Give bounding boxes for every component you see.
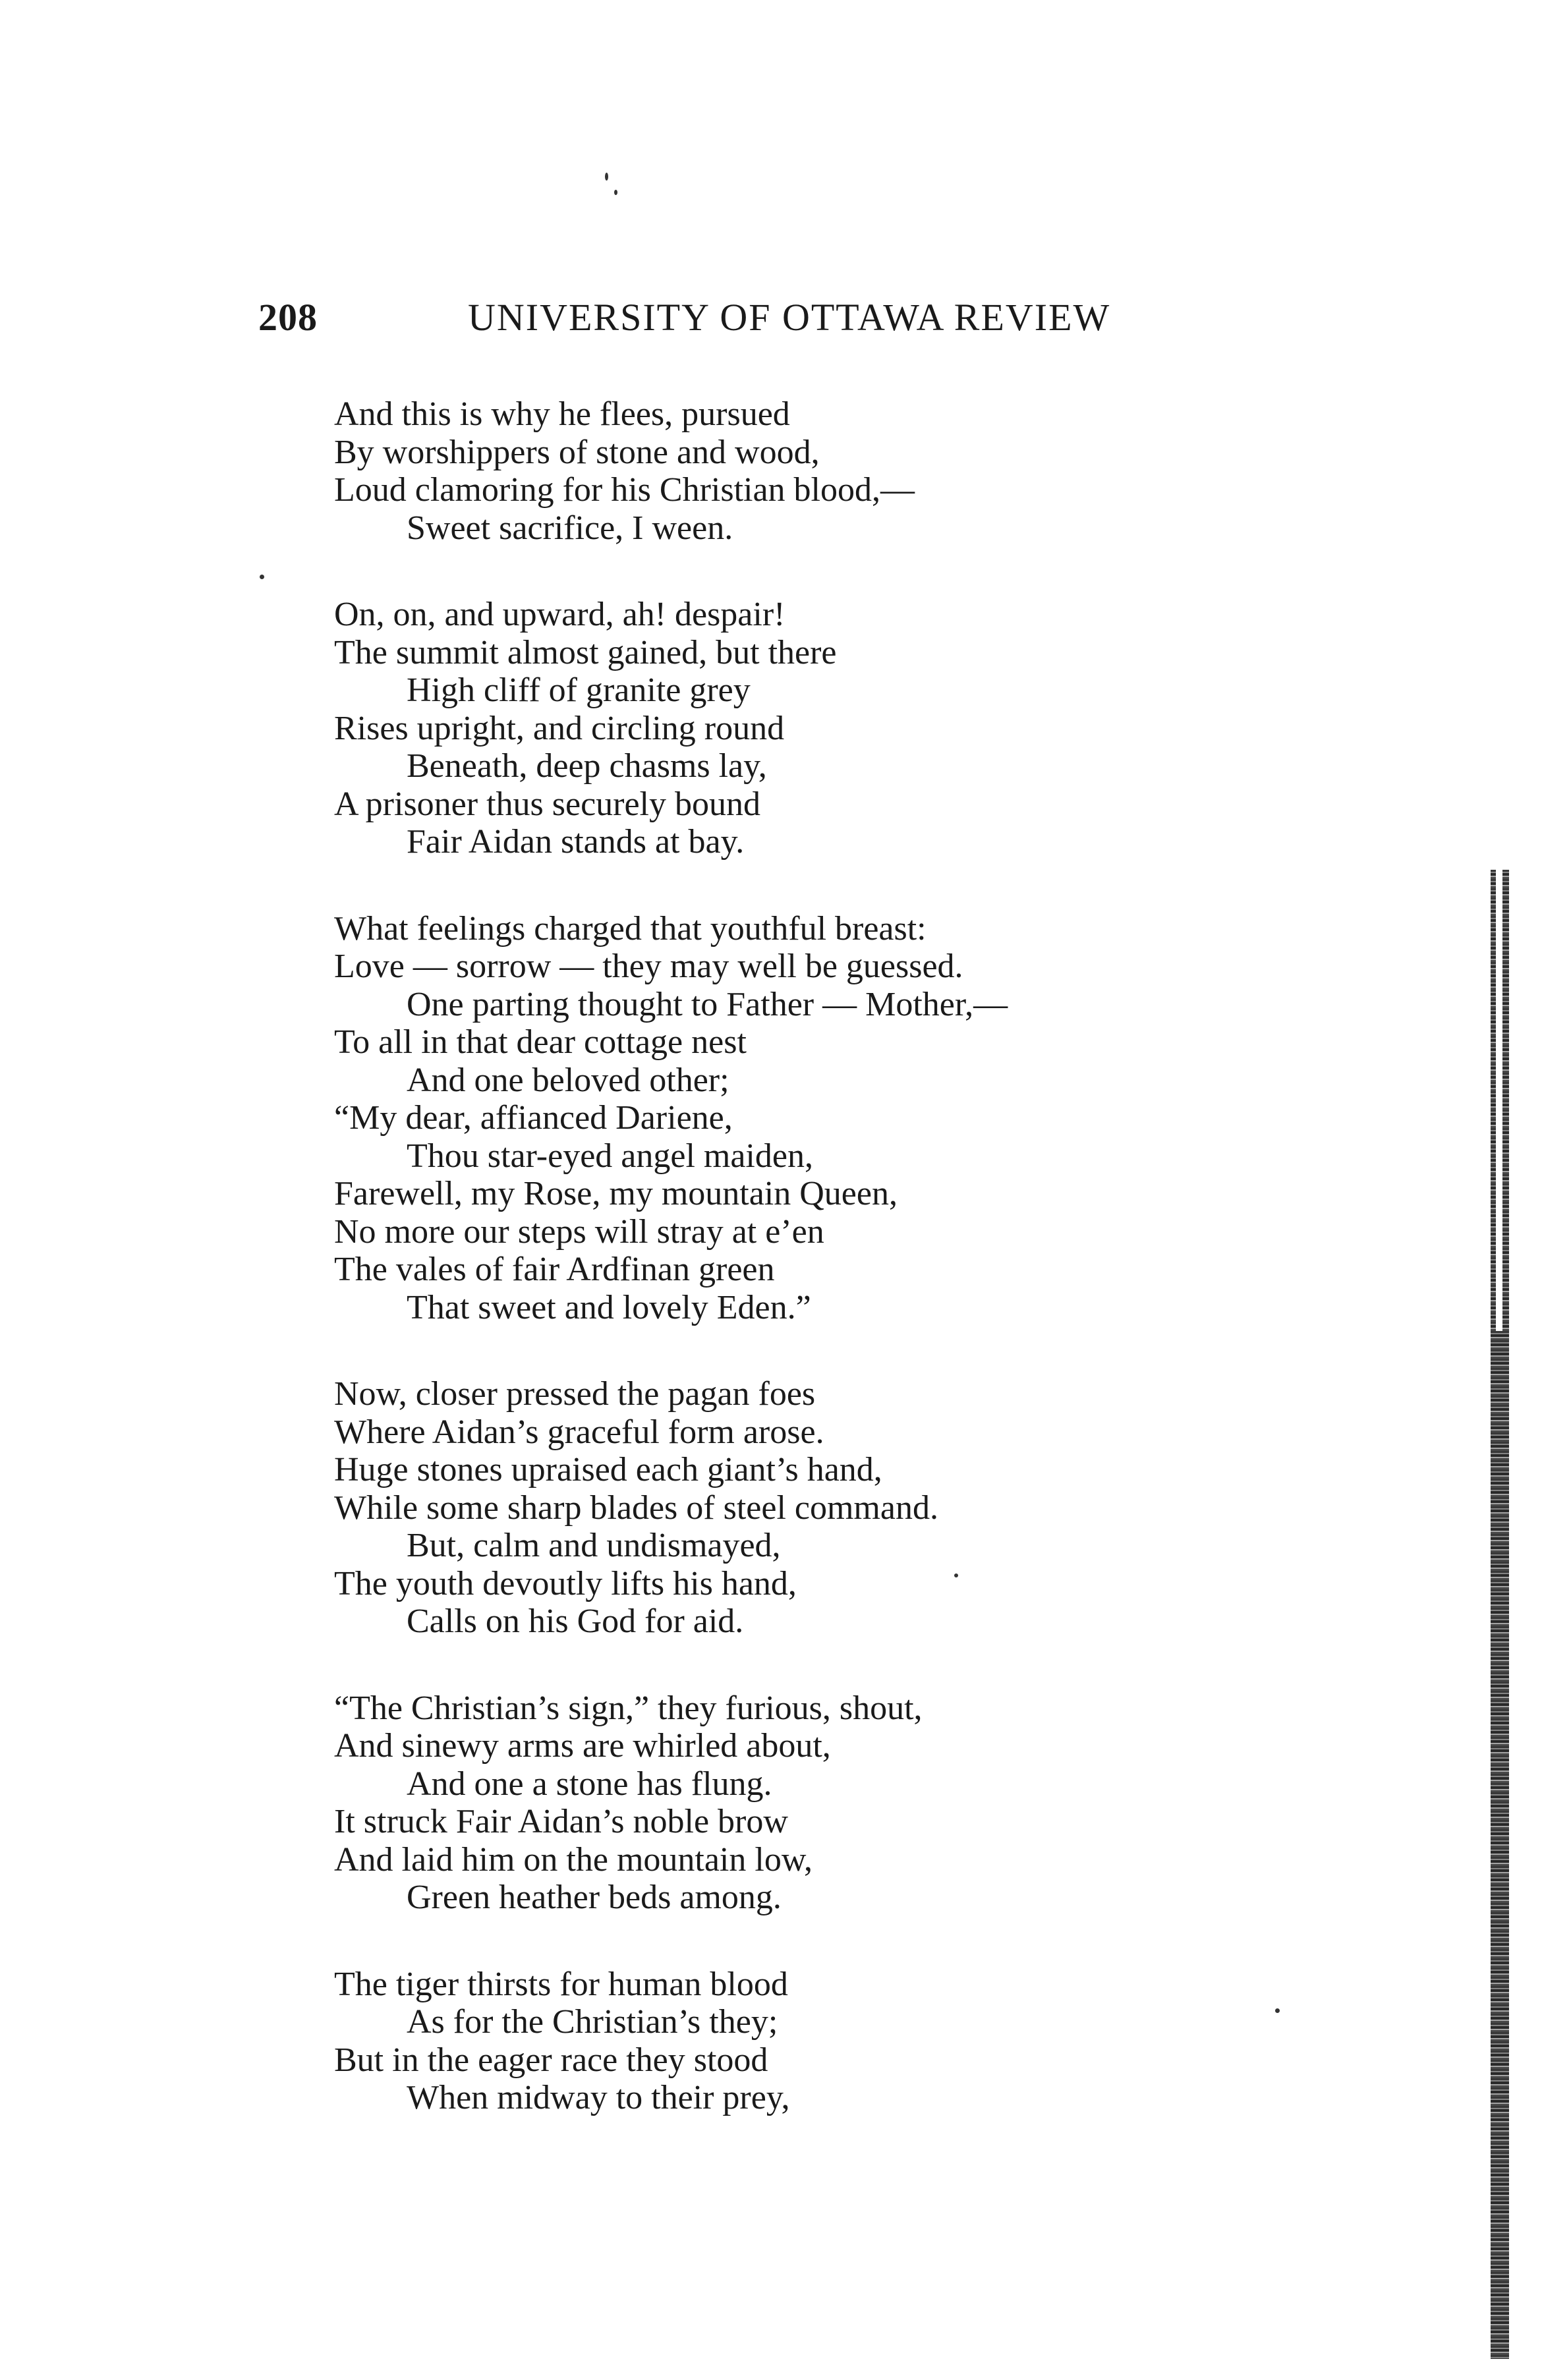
poem-line: Calls on his God for aid. (407, 1602, 744, 1640)
scanned-page-edge-gap (1496, 870, 1502, 1331)
poem-line: The vales of fair Ardfinan green (334, 1251, 775, 1288)
poem-line: That sweet and lovely Eden.” (407, 1288, 811, 1326)
poem-line: “My dear, affianced Dariene, (334, 1099, 733, 1137)
scan-speck (1275, 2008, 1280, 2013)
poem-line: Fair Aidan stands at bay. (407, 823, 745, 861)
poem-line: Rises upright, and circling round (334, 709, 785, 747)
poem-stanza (334, 1375, 1454, 1641)
scan-speck (260, 575, 264, 579)
poem-line: And sinewy arms are whirled about, (334, 1727, 831, 1765)
scan-speck (605, 173, 608, 181)
poem-line: High cliff of granite grey (407, 671, 751, 709)
poem-line: And one beloved other; (407, 1061, 729, 1099)
poem-line: And this is why he flees, pursued (334, 395, 790, 433)
poem-body (334, 395, 1454, 2166)
poem-line: It struck Fair Aidan’s noble brow (334, 1803, 788, 1840)
poem-line: And laid him on the mountain low, (334, 1840, 813, 1879)
poem-stanza (334, 395, 1454, 547)
page-number: 208 (258, 296, 318, 339)
poem-line: As for the Christian’s they; (407, 2003, 778, 2041)
poem-line: The tiger thirsts for human blood (334, 1965, 788, 2003)
poem-line: What feelings charged that youthful breast: (334, 909, 927, 948)
poem-line: The summit almost gained, but there (334, 633, 837, 671)
poem-line: Farewell, my Rose, my mountain Queen, (334, 1175, 898, 1212)
poem-line: Sweet sacrifice, I ween. (407, 509, 733, 547)
page-header (0, 295, 1542, 354)
poem-line: While some sharp blades of steel command. (334, 1488, 938, 1527)
poem-stanza (334, 910, 1454, 1327)
poem-line: To all in that dear cottage nest (334, 1023, 747, 1061)
poem-line: Thou star-eyed angel maiden, (407, 1137, 813, 1175)
poem-line: Loud clamoring for his Christian blood,— (334, 471, 915, 509)
running-head: UNIVERSITY OF OTTAWA REVIEW (468, 296, 1111, 339)
poem-line: Love — sorrow — they may well be guessed. (334, 948, 963, 985)
poem-line: Green heather beds among. (407, 1879, 782, 1916)
poem-line: Huge stones upraised each giant’s hand, (334, 1451, 882, 1488)
poem-line: Now, closer pressed the pagan foes (334, 1375, 816, 1413)
poem-stanza (334, 1689, 1454, 1917)
poem-line: But in the eager race they stood (334, 2041, 768, 2079)
poem-line: On, on, and upward, ah! despair! (334, 596, 785, 633)
poem-line: By worshippers of stone and wood, (334, 433, 820, 471)
poem-stanza (334, 1966, 1454, 2117)
poem-line: One parting thought to Father — Mother,— (407, 985, 1008, 1023)
poem-line: Where Aidan’s graceful form arose. (334, 1413, 824, 1451)
poem-line: “The Christian’s sign,” they furious, shout, (334, 1689, 923, 1727)
poem-line: But, calm and undismayed, (407, 1527, 781, 1564)
poem-line: No more our steps will stray at e’en (334, 1212, 824, 1251)
poem-line: Beneath, deep chasms lay, (407, 747, 767, 785)
scan-speck (614, 190, 617, 195)
poem-line: A prisoner thus securely bound (334, 785, 761, 823)
poem-line: When midway to their prey, (407, 2079, 790, 2116)
poem-line: And one a stone has flung. (407, 1765, 772, 1803)
poem-line: The youth devoutly lifts his hand, (334, 1564, 797, 1602)
scan-speck (954, 1573, 958, 1577)
poem-stanza (334, 596, 1454, 861)
